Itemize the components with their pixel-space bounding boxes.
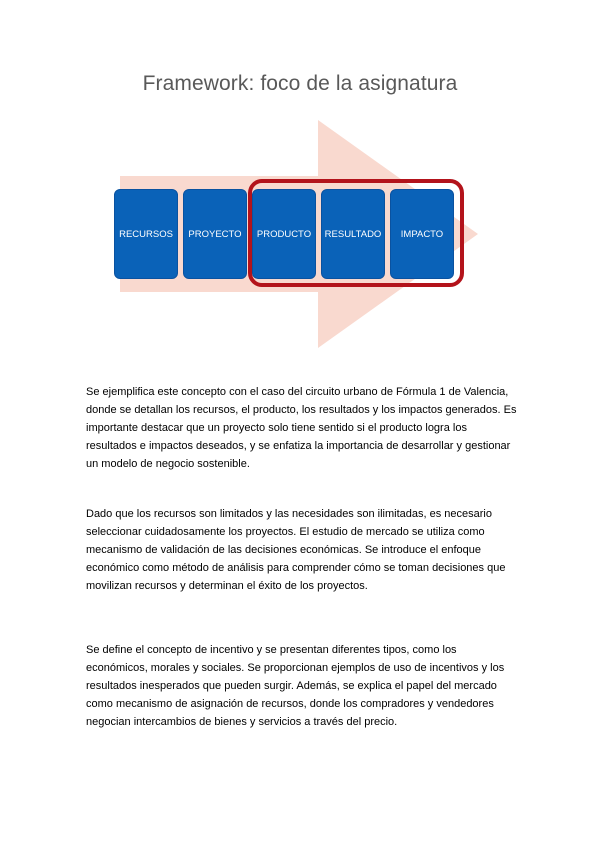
- highlight-frame: [248, 179, 464, 287]
- stage-box-proyecto: PROYECTO: [183, 189, 247, 279]
- paragraph-3: Se define el concepto de incentivo y se presentan diferentes tipos, como los económicos, morales y sociales. Se proporcionan ejemplos de uso de incentivos y los resultados inesperados que pueden surgir. Además, se explica el papel del mercado como mecanismo de asignación de recursos, donde los compradores y vendedores negocian intercambios de bienes y servicios a través del precio.: [86, 644, 505, 728]
- framework-diagram: [0, 0, 600, 360]
- paragraph-1: Se ejemplifica este concepto con el caso del circuito urbano de Fórmula 1 de Valencia, donde se detallan los recursos, el producto, los resultados y los impactos generados. Es importante destacar que un proyecto solo tiene sentido si el producto logra los resultados e impactos deseados, y se enfatiza la importancia de desarrollar y gestionar un modelo de negocio sostenible.: [86, 386, 517, 470]
- stage-box-impacto: IMPACTO: [390, 189, 454, 279]
- page-title: Framework: foco de la asignatura: [142, 72, 458, 95]
- stage-box-recursos: RECURSOS: [114, 189, 178, 279]
- paragraph-2: Dado que los recursos son limitados y las necesidades son ilimitadas, es necesario seleccionar cuidadosamente los proyectos. El estudio de mercado se utiliza como mecanismo de validación de las decisiones económicas. Se introduce el enfoque económico como método de análisis para comprender cómo se toman decisiones que movilizan recursos y determinan el éxito de los proyectos.: [86, 508, 506, 592]
- stage-box-producto: PRODUCTO: [252, 189, 316, 279]
- stage-box-resultado: RESULTADO: [321, 189, 385, 279]
